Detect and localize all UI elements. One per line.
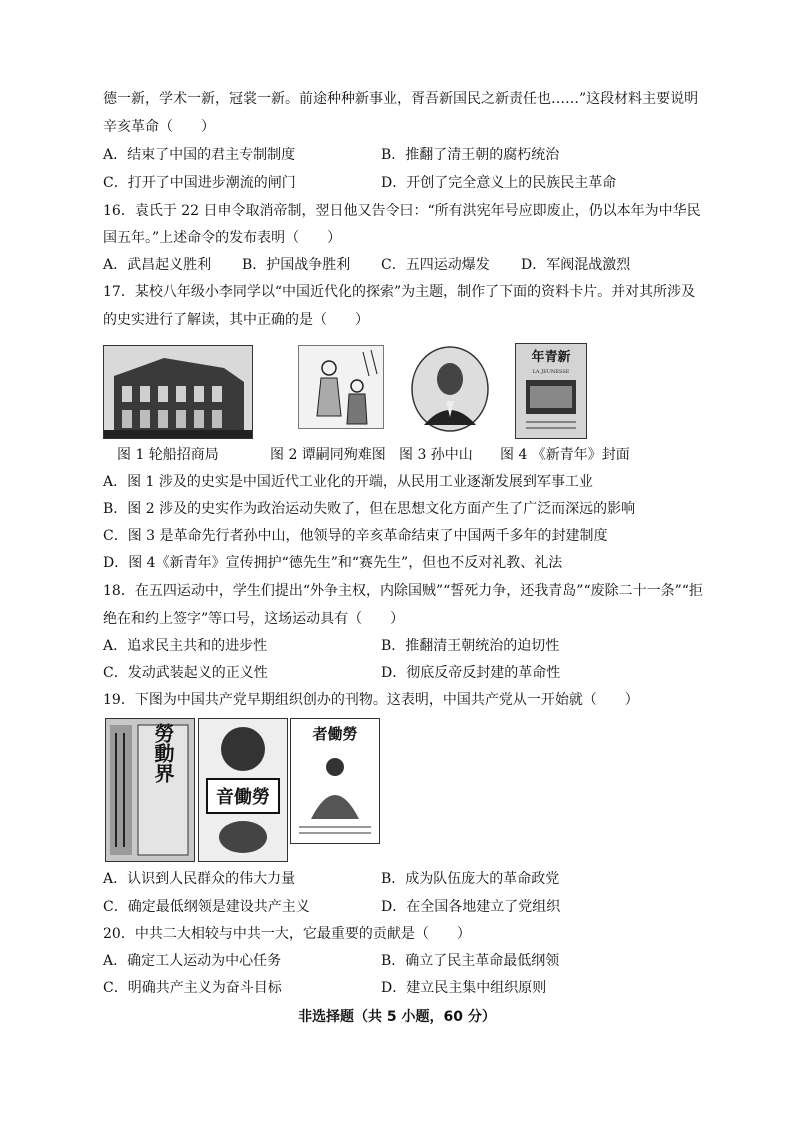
q18-option-a[interactable]: A．追求民主共和的进步性 [103,638,268,654]
q15-stem-line2: 辛亥革命（ ） [103,119,215,135]
q16-option-c[interactable]: C．五四运动爆发 [381,257,490,273]
figure-2-caption: 图 2 谭嗣同殉难图 [270,447,386,463]
figure-1-image [103,345,253,439]
magazine-cover-icon [516,344,586,438]
periodical-2-image [198,718,288,862]
figure-1-caption: 图 1 轮船招商局 [117,447,219,463]
periodical-2-title: 音働勞 [216,787,270,808]
q18-stem-line1: 18．在五四运动中，学生们提出“外争主权，内除国贼”“誓死力争，还我青岛”“废除二十一条”“拒 [103,583,703,599]
q18-stem-line2: 绝在和约上签字”等口号，这场运动具有（ ） [103,611,405,627]
q20-option-d[interactable]: D．建立民主集中组织原则 [381,980,547,996]
q17-option-d[interactable]: D．图 4《新青年》宣传拥护“德先生”和“赛先生”，但也不反对礼教、礼法 [103,555,563,571]
q15-option-b[interactable]: B．推翻了清王朝的腐朽统治 [381,147,560,163]
figure-2-image [298,345,384,429]
figure-4-image [515,343,587,439]
q20-stem-line1: 20．中共二大相较与中共一大，它最重要的贡献是（ ） [103,926,471,942]
q15-stem-line1: 德一新，学术一新，冠裳一新。前途种种新事业，胥吾新国民之新责任也……”这段材料主要说明 [103,91,699,107]
illustration-icon [299,346,383,428]
q17-option-c[interactable]: C．图 3 是革命先行者孙中山，他领导的辛亥革命结束了中国两千多年的封建制度 [103,528,608,544]
section-heading: 非选择题（共 5 小题，60 分） [298,1009,496,1025]
figure-4-caption: 图 4 《新青年》封面 [500,447,630,463]
periodical-1-title: 勞動界 [151,723,175,783]
q17-option-a[interactable]: A．图 1 涉及的史实是中国近代工业化的开端，从民用工业逐渐发展到军事工业 [103,474,593,490]
q16-option-a[interactable]: A．武昌起义胜利 [103,257,212,273]
q16-option-b[interactable]: B．护国战争胜利 [242,257,351,273]
q19-option-c[interactable]: C．确定最低纲领是建设共产主义 [103,899,310,915]
periodical-3-title: 者働勞 [312,725,358,743]
q18-option-b[interactable]: B．推翻清王朝统治的迫切性 [381,638,560,654]
q19-stem-line1: 19．下图为中国共产党早期组织创办的刊物。这表明，中国共产党从一开始就（ ） [103,692,639,708]
q17-stem-line2: 的史实进行了解读，其中正确的是（ ） [103,312,369,328]
q16-option-d[interactable]: D．军阀混战激烈 [521,257,631,273]
periodical-cover-icon [291,719,379,843]
q15-option-d[interactable]: D．开创了完全意义上的民族民主革命 [381,175,617,191]
q18-option-c[interactable]: C．发动武装起义的正义性 [103,665,268,681]
figure-3-image [410,345,490,433]
q16-stem-line1: 16．袁氏于 22 日申令取消帝制，翌日他又告令曰：“所有洪宪年号应即废止，仍以本年为中华民 [103,203,701,219]
building-icon [104,346,252,438]
q15-option-c[interactable]: C．打开了中国进步潮流的闸门 [103,175,296,191]
portrait-icon [410,345,490,433]
magazine-subtitle: LA JEUNESSE [532,369,570,375]
periodical-3-image [290,718,380,844]
q17-option-b[interactable]: B．图 2 涉及的史实作为政治运动失败了，但在思想文化方面产生了广泛而深远的影响 [103,501,636,517]
figure-3-caption: 图 3 孙中山 [399,447,473,463]
q18-option-d[interactable]: D．彻底反帝反封建的革命性 [381,665,561,681]
periodical-1-image [105,718,195,862]
q15-option-a[interactable]: A．结束了中国的君主专制制度 [103,147,296,163]
q20-option-c[interactable]: C．明确共产主义为奋斗目标 [103,980,282,996]
q19-option-a[interactable]: A．认识到人民群众的伟大力量 [103,871,296,887]
periodical-cover-icon [199,719,287,861]
q20-option-b[interactable]: B．确立了民主革命最低纲领 [381,953,560,969]
periodical-cover-icon [106,719,194,861]
q16-stem-line2: 国五年。”上述命令的发布表明（ ） [103,230,342,246]
q19-option-b[interactable]: B．成为队伍庞大的革命政党 [381,871,560,887]
q19-option-d[interactable]: D．在全国各地建立了党组织 [381,899,561,915]
q17-stem-line1: 17．某校八年级小李同学以“中国近代化的探索”为主题，制作了下面的资料卡片。并对其所涉及 [103,284,696,300]
magazine-title: 年青新 [531,350,571,365]
q20-option-a[interactable]: A．确定工人运动为中心任务 [103,953,282,969]
